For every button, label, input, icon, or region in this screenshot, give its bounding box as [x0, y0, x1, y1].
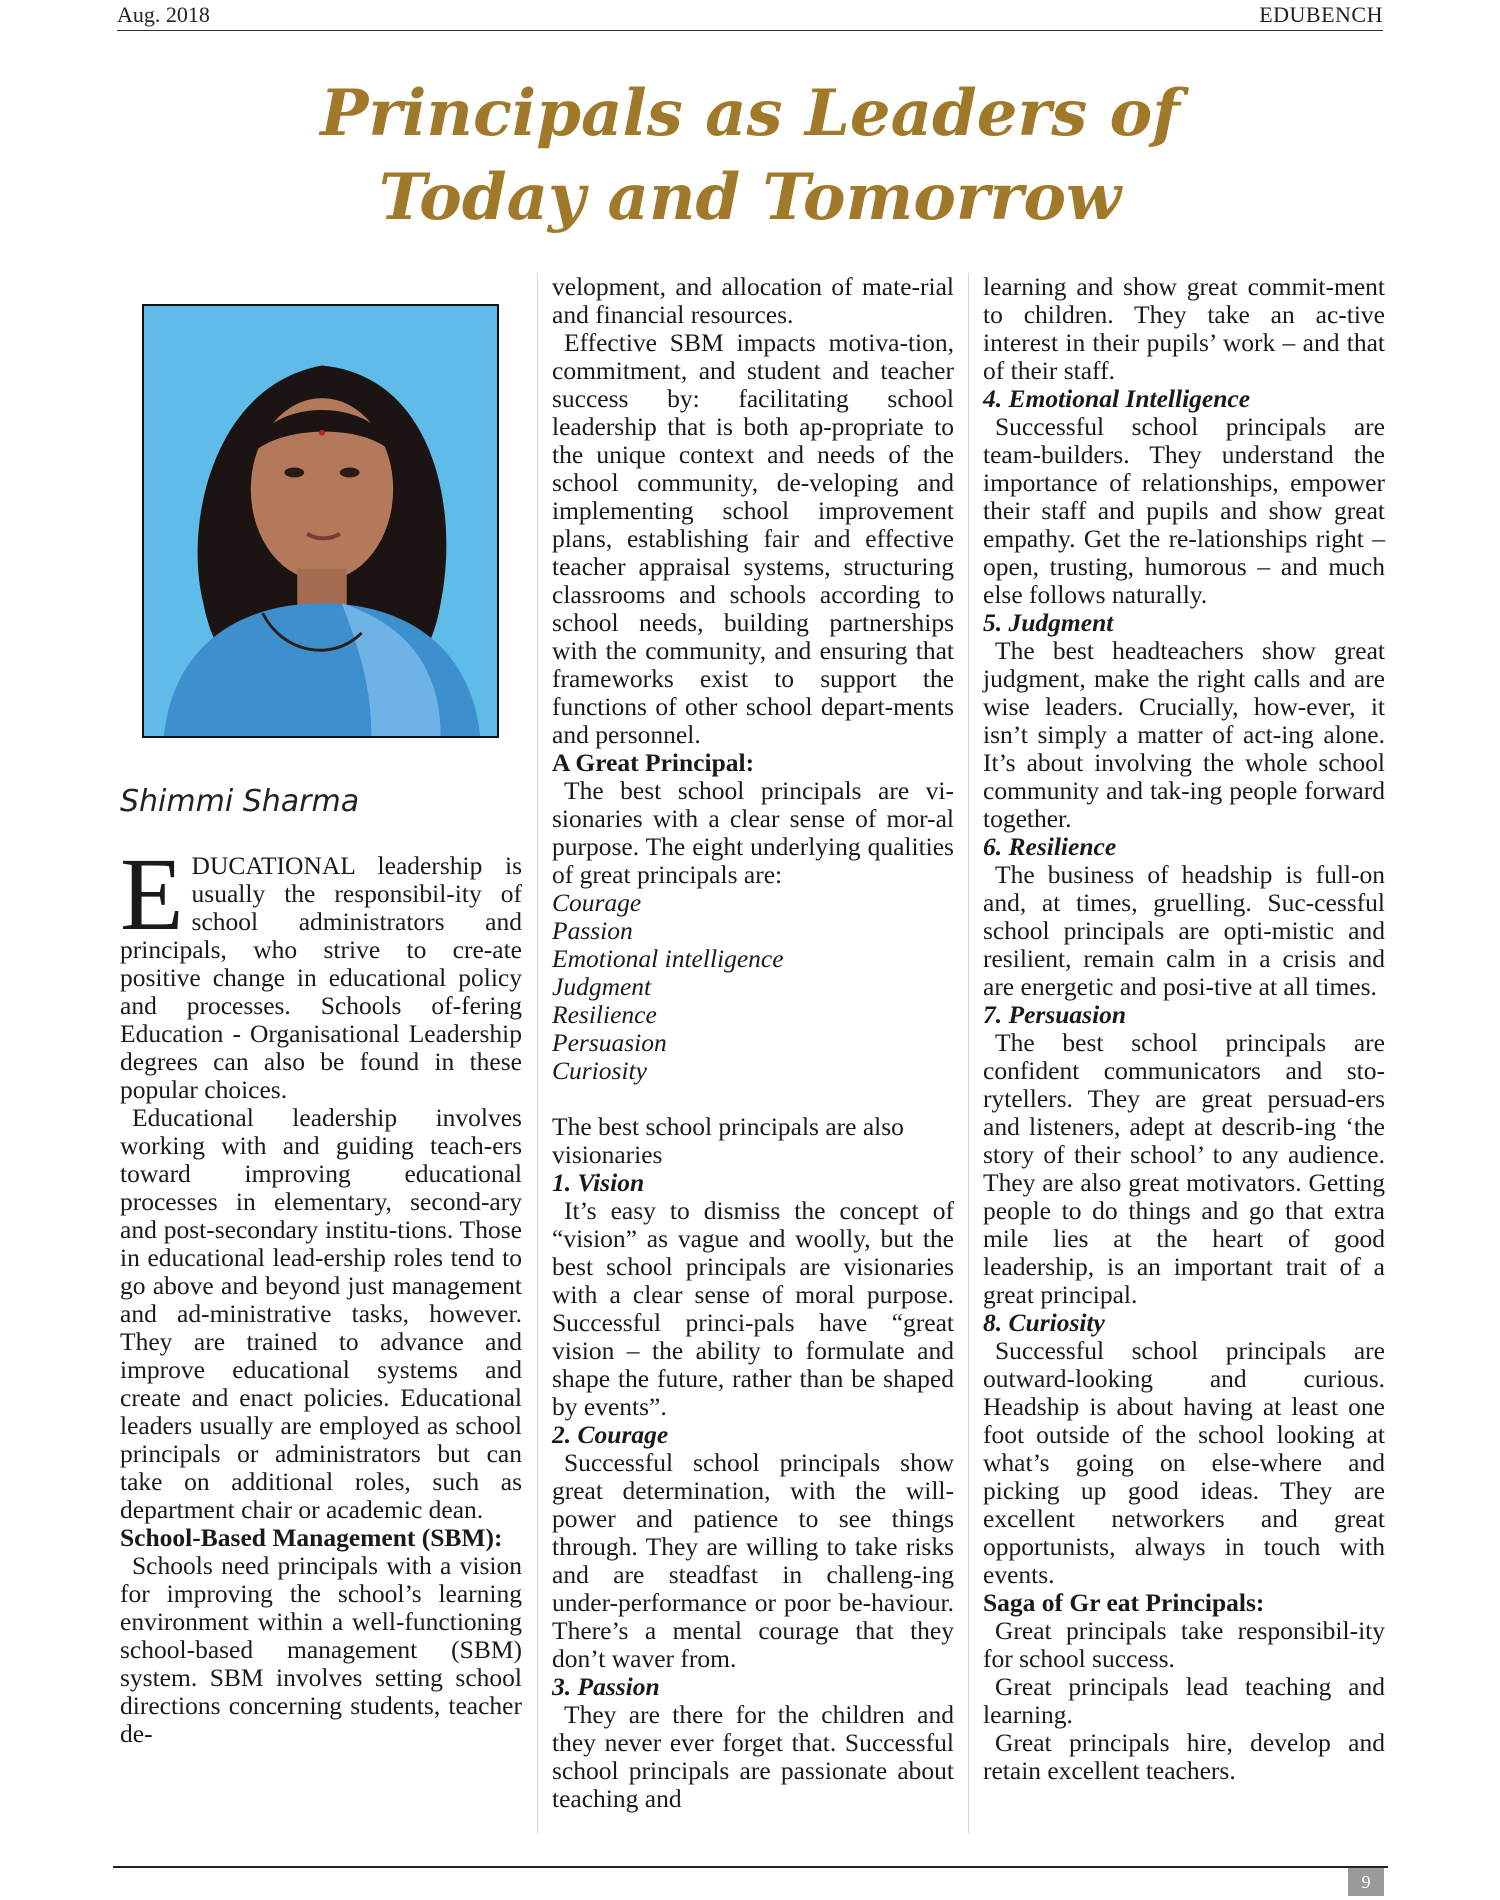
section-heading-great-principal: A Great Principal:	[552, 748, 755, 777]
subheading-resilience: 6. Resilience	[983, 832, 1117, 861]
quality-item: Emotional intelligence	[552, 944, 784, 973]
title-line-2: Today and Tomorrow	[378, 160, 1122, 235]
body-paragraph: Great principals take responsibil-ity for school success.	[983, 1616, 1385, 1673]
body-paragraph: The business of headship is full-on and, at times, gruelling. Suc-cessful school principals are opti-mistic and resilient, remain calm in a crisis and are energetic and posi-tive at all times.	[983, 860, 1385, 1001]
column-divider	[968, 273, 969, 1833]
column-2	[552, 273, 954, 1813]
subheading-courage: 2. Courage	[552, 1420, 669, 1449]
body-paragraph: The best school principals are vi-sionaries with a clear sense of mor-al purpose. The eight underlying qualities of great principals are:	[552, 776, 954, 889]
quality-item: Persuasion	[552, 1028, 667, 1057]
issue-date: Aug. 2018	[117, 2, 210, 27]
body-paragraph: Schools need principals with a vision for improving the school’s learning environment within a well-functioning school-based management (SBM) system. SBM involves setting school directions concerning students, teacher de-	[120, 1551, 522, 1748]
body-paragraph: Successful school principals are team-builders. They understand the importance of relationships, empower their staff and pupils and show great empathy. Get the re-lationships right – open, trusting, humorous – and much else follows naturally.	[983, 412, 1385, 609]
quality-item: Curiosity	[552, 1056, 647, 1085]
subheading-persuasion: 7. Persuasion	[983, 1000, 1127, 1029]
body-paragraph: learning and show great commit-ment to children. They take an ac-tive interest in their pupils’ work – and that of their staff.	[983, 272, 1385, 385]
body-paragraph: The best school principals are confident communicators and sto-rytellers. They are great persuad-ers and listeners, adept at describ-ing ‘the story of their school’ to any audience. They are also great motivators. Getting people to do things and go that extra mile lies at the heart of good leadership, is an important trait of a great principal.	[983, 1028, 1385, 1309]
body-paragraph: The best headteachers show great judgment, make the right calls and are wise leaders. Crucially, how-ever, it isn’t simply a matter of act-ing alone. It’s about involving the whole school community and tak-ing people forward together.	[983, 636, 1385, 833]
body-paragraph: Effective SBM impacts motiva-tion, commitment, and student and teacher success by: facilitating school leadership that is both ap-propriate to the unique context and needs of the school community, de-veloping and implementing school improvement plans, establishing fair and effective teacher appraisal systems, structuring classrooms and schools according to school needs, building partnerships with the community, and ensuring that frameworks exist to support the functions of other school depart-ments and personnel.	[552, 328, 954, 749]
article-title	[250, 72, 1250, 240]
portrait-illustration	[144, 306, 497, 736]
footer-divider	[113, 1866, 1388, 1868]
body-paragraph: velopment, and allocation of mate-rial and financial resources.	[552, 272, 954, 329]
quality-item: Courage	[552, 888, 642, 917]
intro-text: DUCATIONAL leadership is usually the responsibil-ity of school administrators and principals, who strive to cre-ate positive change in educational policy and processes. Schools of-fering Education - Organisational Leadership degrees can also be found in these popular choices.	[120, 851, 522, 1104]
section-heading-sbm: School-Based Management (SBM):	[120, 1523, 503, 1552]
header-divider	[117, 30, 1383, 31]
author-byline: Shimmi Sharma	[120, 784, 360, 819]
body-paragraph: The best school principals are also visionaries	[552, 1112, 904, 1169]
body-paragraph: Great principals hire, develop and retain excellent teachers.	[983, 1728, 1385, 1785]
section-heading-saga: Saga of Gr eat Principals:	[983, 1588, 1265, 1617]
quality-item: Resilience	[552, 1000, 657, 1029]
body-paragraph: It’s easy to dismiss the concept of “vision” as vague and woolly, but the best school principals are visionaries with a clear sense of moral purpose. Successful princi-pals have “great vision – the ability to formulate and shape the future, rather than be shaped by events”.	[552, 1196, 954, 1421]
body-paragraph: Educational leadership involves working with and guiding teach-ers toward improving educational processes in elementary, second-ary and post-secondary institu-tions. Those in educational lead-ership roles tend to go above and beyond just management and ad-ministrative tasks, however. They are trained to advance and improve educational systems and create and enact policies. Educational leaders usually are employed as school principals or administrators but can take on additional roles, such as department chair or academic dean.	[120, 1103, 522, 1524]
page-number: 9	[1348, 1868, 1384, 1896]
quality-item: Passion	[552, 916, 633, 945]
body-paragraph: They are there for the children and they never ever forget that. Successful school principals are passionate about teaching and	[552, 1700, 954, 1813]
title-line-1: Principals as Leaders of	[320, 76, 1180, 151]
intro-paragraph	[120, 837, 522, 1104]
body-paragraph: Successful school principals are outward-looking and curious. Headship is about having at least one foot outside of the school looking at what’s going on else-where and picking up good ideas. They are excellent networkers and great opportunists, always in touch with events.	[983, 1336, 1385, 1589]
subheading-emotional-intelligence: 4. Emotional Intelligence	[983, 384, 1251, 413]
spacer	[552, 1085, 954, 1113]
subheading-curiosity: 8. Curiosity	[983, 1308, 1105, 1337]
publication-name: EDUBENCH	[1259, 2, 1383, 27]
author-photo	[142, 304, 499, 738]
column-1	[120, 837, 522, 1748]
subheading-judgment: 5. Judgment	[983, 608, 1114, 637]
quality-item: Judgment	[552, 972, 652, 1001]
subheading-vision: 1. Vision	[552, 1168, 645, 1197]
column-3	[983, 273, 1385, 1785]
drop-cap: E	[120, 837, 184, 952]
body-paragraph: Great principals lead teaching and learning.	[983, 1672, 1385, 1729]
column-divider	[537, 273, 538, 1833]
subheading-passion: 3. Passion	[552, 1672, 660, 1701]
body-paragraph: Successful school principals show great determination, with the will-power and patience to see things through. They are willing to take risks and are steadfast in challeng-ing under-performance or poor be-haviour. There’s a mental courage that they don’t waver from.	[552, 1448, 954, 1673]
